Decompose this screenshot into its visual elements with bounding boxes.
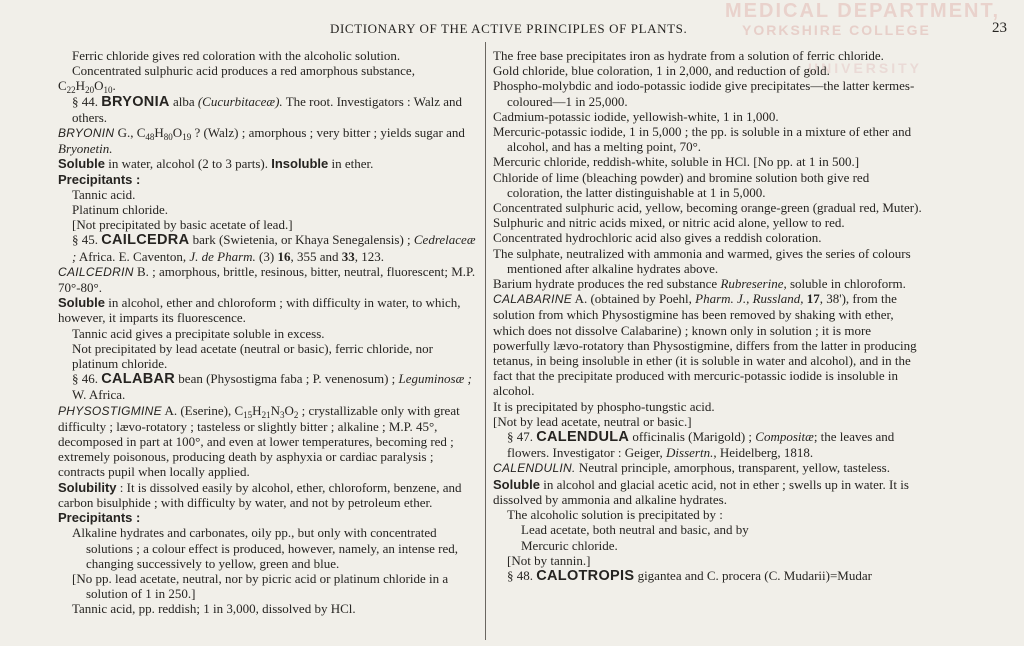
entry-46: § 46. CALABAR bean (Physostigma faba ; P. venenosum) ; Leguminosæ ; W. Africa.: [72, 371, 472, 403]
paragraph: Concentrated sulphuric acid, yellow, becoming orange-green (gradual red, Muter).: [493, 200, 922, 216]
paragraph: Sulphuric and nitric acids mixed, or nitric acid alone, yellow to red.: [493, 215, 845, 231]
bryonin-entry: BRYONIN G., $C_{48}H_{80}O_{19}$ ? (Walz) ; amorphous ; very bitter ; yields sugar and Bryonetin.: [58, 125, 465, 157]
paragraph: [Not by lead acetate, neutral or basic.]: [493, 413, 692, 429]
running-title: DICTIONARY OF THE ACTIVE PRINCIPLES OF PLANTS.: [330, 21, 688, 36]
list-item: Platinum chloride.: [72, 202, 169, 218]
calabarine-entry: CALABARINE A. (obtained by Poehl, Pharm. J., Russland, 17, 38'), from the solution from which Physostigmine has been removed by shaking with ether, which does not dissolve Calabarine) ; known only in solution ; it is more powerfully lævo-rotatory than Physostigmine, differs from the latter in producing tetanus, in being insoluble in ether (it is soluble in water and alcohol), and in the fact that the precipitate produced with mercuric-potassic iodide is insoluble in alcohol.: [493, 291, 917, 399]
list-item: Lead acetate, both neutral and basic, and by: [521, 522, 749, 538]
entry-headword: BRYONIA: [101, 93, 170, 110]
solubility-line: Solubility : It is dissolved easily by alcohol, ether, chloroform, benzene, and carbon bisulphide ; with difficulty by water, and not by petroleum ether.: [58, 479, 462, 510]
paragraph: Concentrated hydrochloric acid also gives a reddish coloration.: [493, 230, 822, 246]
page-number: 23: [992, 20, 1007, 36]
left-column: [58, 48, 476, 617]
paragraph: Phospho-molybdic and iodo-potassic iodide give precipitates—the latter kermes-coloured—1 in 25,000.: [493, 78, 915, 109]
paragraph: Mercuric chloride, reddish-white, soluble in HCl. [No pp. at 1 in 500.]: [493, 154, 860, 170]
column-divider: [485, 42, 486, 640]
solubility-line: Soluble in alcohol, ether and chloroform ; with difficulty in water, to which, however, it imparts its fluorescence.: [58, 295, 461, 326]
precipitants-label: Precipitants :: [58, 510, 141, 526]
paragraph: The sulphate, neutralized with ammonia and warmed, gives the series of colours mentioned after alkaline hydrates above.: [493, 245, 911, 276]
list-item: Alkaline hydrates and carbonates, oily pp., but only with concentrated solutions ; a colour effect is produced, however, namely, an intense red, changing successively to yellow, green and blue.: [72, 525, 459, 571]
paragraph: Ferric chloride gives red coloration with the alcoholic solution.: [72, 48, 401, 63]
paragraph: The alcoholic solution is precipitated by :: [507, 507, 723, 523]
paragraph: Not precipitated by lead acetate (neutral or basic), ferric chloride, nor platinum chloride.: [72, 340, 433, 372]
calendulin-entry: CALENDULIN. Neutral principle, amorphous, transparent, yellow, tasteless.: [493, 460, 890, 476]
list-item: [Not precipitated by basic acetate of lead.]: [72, 217, 293, 233]
entry-47: § 47. CALENDULA officinalis (Marigold) ; Compositæ; the leaves and flowers. Investigator : Geiger, Dissertn., Heidelberg, 1818.: [507, 429, 895, 461]
paragraph: Barium hydrate produces the red substance Rubreserine, soluble in chloroform.: [493, 276, 906, 292]
paragraph: Concentrated sulphuric acid produces a red amorphous substance,: [72, 63, 415, 79]
list-item: Tannic acid, pp. reddish; 1 in 3,000, dissolved by HCl.: [72, 601, 356, 617]
paragraph: It is precipitated by phospho-tungstic acid.: [493, 398, 715, 414]
library-stamp-line2: YORKSHIRE COLLEGE: [742, 22, 931, 38]
solubility-line: Soluble in water, alcohol (2 to 3 parts). Insoluble in ether.: [58, 156, 374, 172]
paragraph: Chloride of lime (bleaching powder) and bromine solution both give red coloration, the latter distinguishable at 1 in 5,000.: [493, 169, 870, 200]
list-item: Mercuric chloride.: [521, 537, 618, 553]
paragraph: Tannic acid gives a precipitate soluble in excess.: [72, 325, 325, 341]
paragraph: Mercuric-potassic iodide, 1 in 5,000 ; the pp. is soluble in a mixture of ether and alcohol, and has a melting point, 70°.: [493, 124, 912, 155]
list-item: [No pp. lead acetate, neutral, nor by picric acid or platinum chloride in a solution of 1 in 250.]: [72, 570, 449, 602]
paragraph: Gold chloride, blue coloration, 1 in 2,000, and reduction of gold.: [493, 63, 830, 79]
entry-48: § 48. CALOTROPIS gigantea and C. procera (C. Mudarii)=Mudar: [507, 567, 872, 584]
entry-45: § 45. CAILCEDRA bark (Swietenia, or Khaya Senegalensis) ; Cedrelaceæ ; Africa. E. Caventon, J. de Pharm. (3) 16, 355 and 33, 123.: [72, 232, 476, 264]
library-stamp-line3: UNIVERSITY: [808, 60, 923, 76]
list-item: [Not by tannin.]: [507, 552, 591, 568]
precipitants-label: Precipitants :: [58, 171, 141, 187]
paragraph: Cadmium-potassic iodide, yellowish-white, 1 in 1,000.: [493, 108, 779, 124]
formula: $C_{22}H_{20}O_{10}$.: [58, 78, 116, 96]
entry-44: § 44. BRYONIA alba (Cucurbitaceæ). The root. Investigators : Walz and others.: [72, 93, 463, 125]
solubility-line: Soluble in alcohol and glacial acetic acid, not in ether ; swells up in water. It is dissolved by ammonia and alkaline hydrates.: [493, 476, 909, 507]
list-item: Tannic acid.: [72, 186, 136, 202]
paragraph: The free base precipitates iron as hydrate from a solution of ferric chloride.: [493, 48, 884, 63]
cailcedrin-entry: CAILCEDRIN B. ; amorphous, brittle, resinous, bitter, neutral, fluorescent; M.P. 70°-80°.: [58, 263, 476, 296]
physostigmine-entry: PHYSOSTIGMINE A. (Eserine), $C_{15}H_{21}N_3O_2$ ; crystallizable only with great difficulty ; lævo-rotatory ; tasteless or slightly bitter ; alkaline ; M.P. 45°, decomposed in part at 100°, and even at lower temperatures, becoming red ; extremely poisonous, producing death by asphyxia or cardiac paralysis ; contracts pupil when locally applied.: [58, 402, 460, 480]
library-stamp-line1: MEDICAL DEPARTMENT,: [725, 0, 1001, 22]
right-column: [493, 48, 925, 584]
